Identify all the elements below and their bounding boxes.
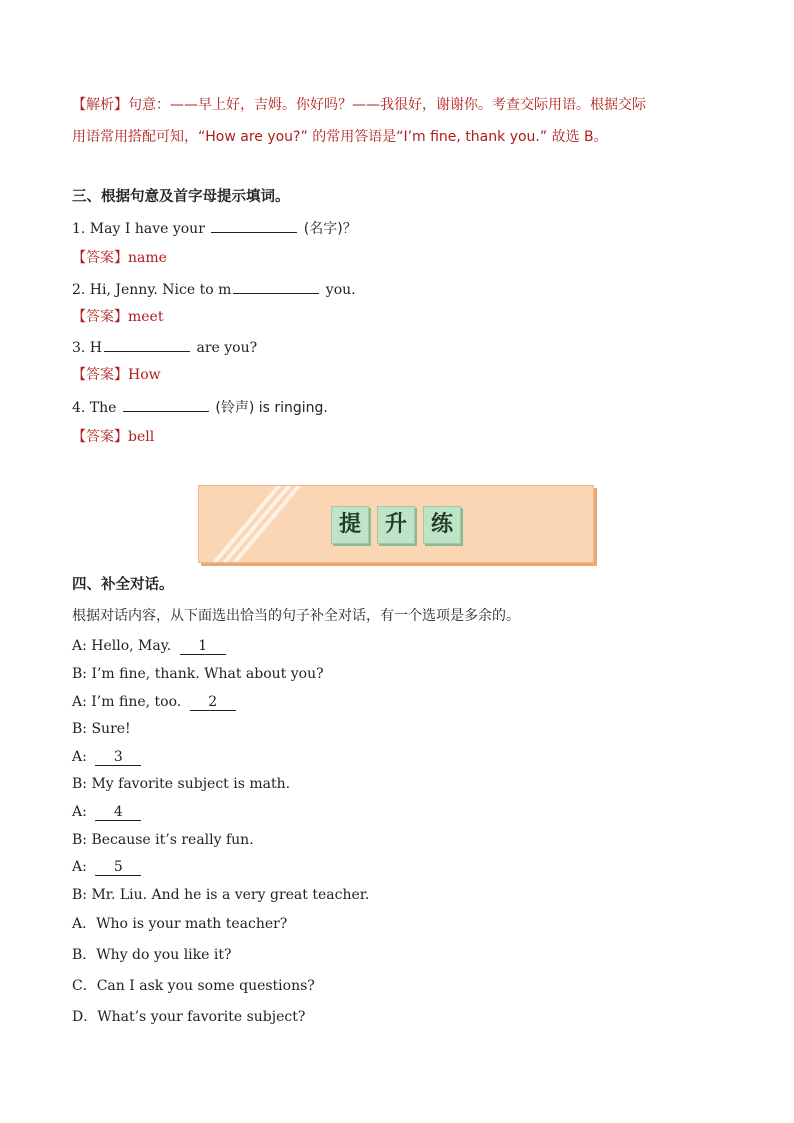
dialogue-text: A: <box>72 749 92 765</box>
question-1-blank[interactable] <box>211 218 297 233</box>
question-2-before: 2. Hi, Jenny. Nice to m <box>72 282 232 298</box>
dialogue-text: A: <box>72 859 92 875</box>
question-3-before: 3. H <box>72 340 103 356</box>
answer-bracket: 【答案】 <box>72 367 128 383</box>
question-3-after: are you? <box>192 340 258 356</box>
improvement-banner <box>198 485 594 563</box>
section-3-title: 三、根据句意及首字母提示填词。 <box>72 189 290 205</box>
banner-char-2: 升 <box>377 506 415 544</box>
answer-3-text: How <box>128 367 161 383</box>
question-1-before: 1. May I have your <box>72 221 210 237</box>
question-4 <box>72 397 328 417</box>
dialogue-line-6: B: My favorite subject is math. <box>72 776 291 792</box>
answer-bracket: 【答案】 <box>72 429 128 445</box>
banner-title <box>199 506 593 544</box>
dialogue-text: A: <box>72 804 92 820</box>
dialogue-text: A: I’m fine, too. <box>72 694 186 710</box>
answer-1 <box>72 249 167 267</box>
option-b[interactable]: B．Why do you like it? <box>72 947 232 963</box>
answer-bracket: 【答案】 <box>72 309 128 325</box>
question-4-after: (铃声) is ringing. <box>210 400 328 416</box>
question-4-before: 4. The <box>72 400 121 416</box>
section-4-instruction: 根据对话内容，从下面选出恰当的句子补全对话，有一个选项是多余的。 <box>72 608 520 624</box>
answer-3 <box>72 366 161 384</box>
option-a[interactable]: A．Who is your math teacher? <box>72 916 288 932</box>
answer-4-text: bell <box>128 429 155 445</box>
analysis-line-2: 用语常用搭配可知，“How are you?” 的常用答语是“I’m fine, thank you.” 故选 B。 <box>72 129 608 145</box>
answer-2 <box>72 308 163 326</box>
dialogue-line-3 <box>72 693 236 711</box>
option-d[interactable]: D．What’s your favorite subject? <box>72 1009 306 1025</box>
answer-1-text: name <box>128 250 167 266</box>
dialogue-line-10: B: Mr. Liu. And he is a very great teacher. <box>72 887 370 903</box>
question-2 <box>72 279 356 299</box>
analysis-line-1 <box>72 96 646 114</box>
answer-4 <box>72 428 154 446</box>
dialogue-line-8: B: Because it’s really fun. <box>72 832 254 848</box>
analysis-bracket: 【解析】 <box>72 97 128 113</box>
question-1-after: (名字)？ <box>299 221 357 237</box>
answer-bracket: 【答案】 <box>72 250 128 266</box>
question-4-blank[interactable] <box>123 397 209 412</box>
dialogue-blank-3[interactable]: 3 <box>95 749 141 766</box>
section-4-title: 四、补全对话。 <box>72 577 174 593</box>
dialogue-blank-1[interactable]: 1 <box>180 638 226 655</box>
dialogue-line-4: B: Sure! <box>72 721 131 737</box>
answer-2-text: meet <box>128 309 164 325</box>
question-2-blank[interactable] <box>233 279 319 294</box>
question-3 <box>72 337 257 357</box>
question-2-after: you. <box>321 282 356 298</box>
dialogue-line-7 <box>72 803 141 821</box>
dialogue-line-5 <box>72 748 141 766</box>
analysis-text-1: 句意：——早上好，吉姆。你好吗？——我很好，谢谢你。考查交际用语。根据交际 <box>128 97 646 113</box>
dialogue-text: A: Hello, May. <box>72 638 176 654</box>
dialogue-blank-4[interactable]: 4 <box>95 804 141 821</box>
question-1 <box>72 218 357 238</box>
banner-char-1: 提 <box>331 506 369 544</box>
option-c[interactable]: C．Can I ask you some questions? <box>72 978 315 994</box>
dialogue-line-1 <box>72 637 226 655</box>
dialogue-line-2: B: I’m fine, thank. What about you? <box>72 666 324 682</box>
dialogue-blank-5[interactable]: 5 <box>95 859 141 876</box>
dialogue-line-9 <box>72 858 141 876</box>
dialogue-blank-2[interactable]: 2 <box>190 694 236 711</box>
banner-char-3: 练 <box>423 506 461 544</box>
question-3-blank[interactable] <box>104 337 190 352</box>
